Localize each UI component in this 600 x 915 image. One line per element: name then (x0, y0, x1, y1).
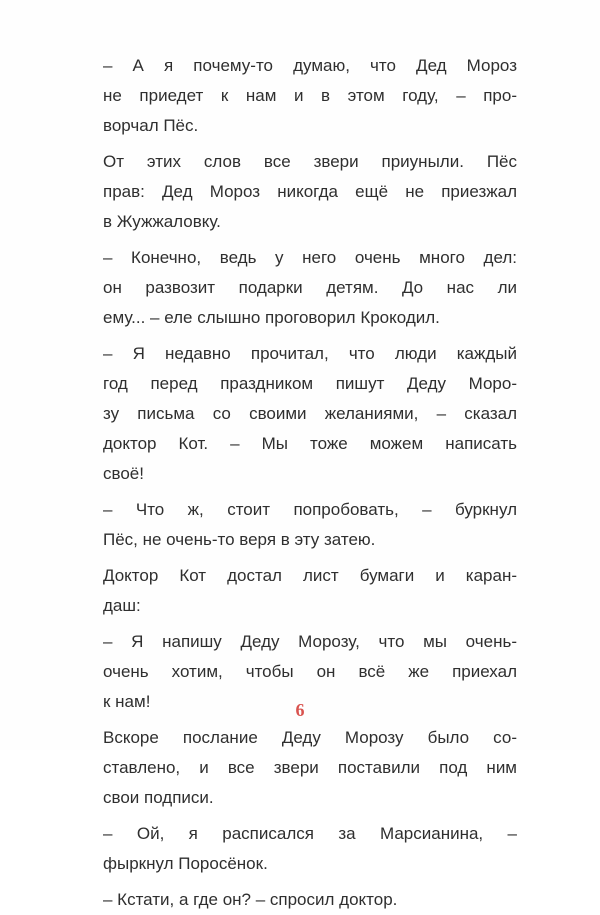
page-number: 6 (295, 700, 305, 720)
text-line: Пёс, не очень-то веря в эту затею. (103, 530, 376, 549)
page-text (103, 51, 517, 915)
text-line: – Я напишу Деду Морозу, что мы очень- (103, 632, 517, 651)
text-line: – А я почему-то думаю, что Дед Мороз (103, 56, 517, 75)
text-line: – Конечно, ведь у него очень много дел: (103, 248, 517, 267)
text-line: – Ой, я расписался за Марсианина, – (103, 824, 517, 843)
text-line: ставлено, и все звери поставили под ним (103, 758, 517, 777)
text-line: свои подписи. (103, 788, 214, 807)
text-line: Вскоре послание Деду Морозу было со- (103, 728, 517, 747)
text-line: очень хотим, чтобы он всё же приехал (103, 662, 517, 681)
text-line: ему... – еле слышно проговорил Крокодил. (103, 308, 440, 327)
text-line: Доктор Кот достал лист бумаги и каран- (103, 566, 517, 585)
text-line: в Жужжаловку. (103, 212, 221, 231)
text-line: – Что ж, стоит попробовать, – буркнул (103, 500, 517, 519)
text-line: – Кстати, а где он? – спросил доктор. (103, 890, 398, 909)
text-line: к нам! (103, 692, 151, 711)
text-line: он развозит подарки детям. До нас ли (103, 278, 517, 297)
text-line: доктор Кот. – Мы тоже можем написать (103, 434, 517, 453)
text-line: даш: (103, 596, 141, 615)
text-line: своё! (103, 464, 144, 483)
text-line: От этих слов все звери приуныли. Пёс (103, 152, 517, 171)
text-line: год перед праздником пишут Деду Моро- (103, 374, 517, 393)
text-line: прав: Дед Мороз никогда ещё не приезжал (103, 182, 517, 201)
text-line: – Я недавно прочитал, что люди каждый (103, 344, 517, 363)
text-line: фыркнул Поросёнок. (103, 854, 268, 873)
text-line: ворчал Пёс. (103, 116, 199, 135)
text-line: не приедет к нам и в этом году, – про- (103, 86, 517, 105)
text-line: зу письма со своими желаниями, – сказал (103, 404, 517, 423)
